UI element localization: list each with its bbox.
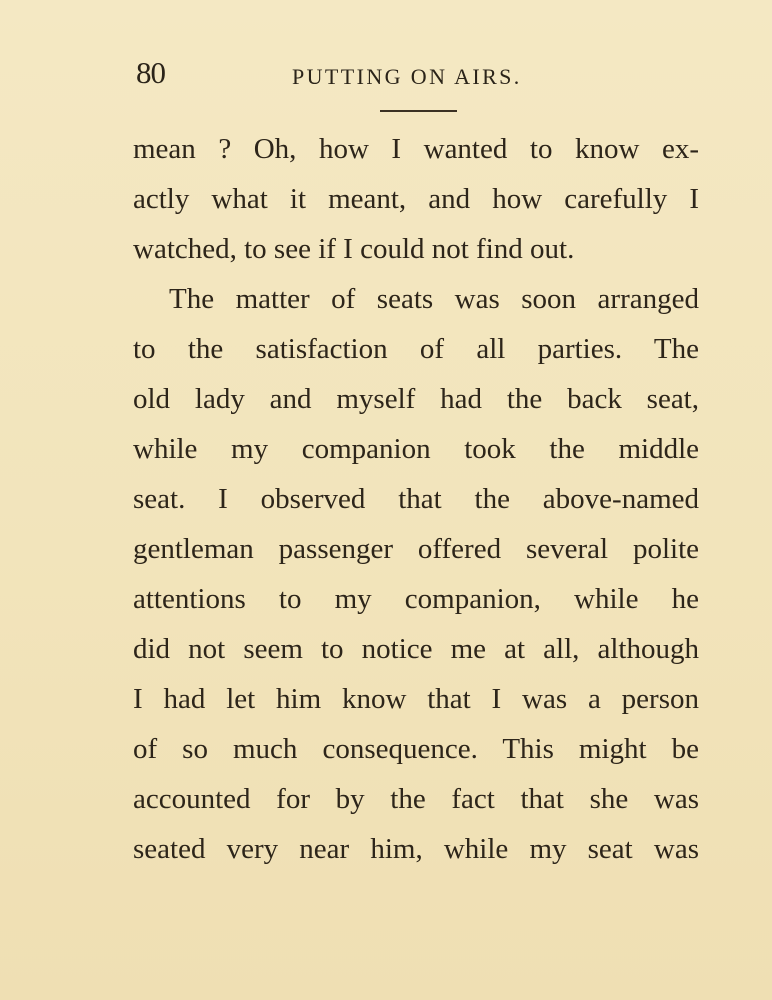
text-line: old lady and myself had the back seat, [133,383,699,415]
text-line: actly what it meant, and how carefully I [133,183,699,215]
text-line: gentleman passenger offered several polite [133,533,699,565]
page-number: 80 [136,55,165,90]
text-line: while my companion took the middle [133,433,699,465]
text-line: accounted for by the fact that she was [133,783,699,815]
header-divider [380,110,457,112]
text-line: to the satisfaction of all parties. The [133,333,699,365]
text-line: The matter of seats was soon arranged [169,283,699,315]
text-line: attentions to my companion, while he [133,583,699,615]
text-line: seated very near him, while my seat was [133,833,699,865]
page-header [0,52,772,98]
text-line: watched, to see if I could not find out. [133,233,575,265]
text-line: I had let him know that I was a person [133,683,699,715]
text-line: of so much consequence. This might be [133,733,699,765]
text-line: mean ? Oh, how I wanted to know ex- [133,133,699,165]
body-text [133,124,699,874]
text-line: seat. I observed that the above-named [133,483,699,515]
running-title: PUTTING ON AIRS. [292,64,522,89]
text-line: did not seem to notice me at all, although [133,633,699,665]
